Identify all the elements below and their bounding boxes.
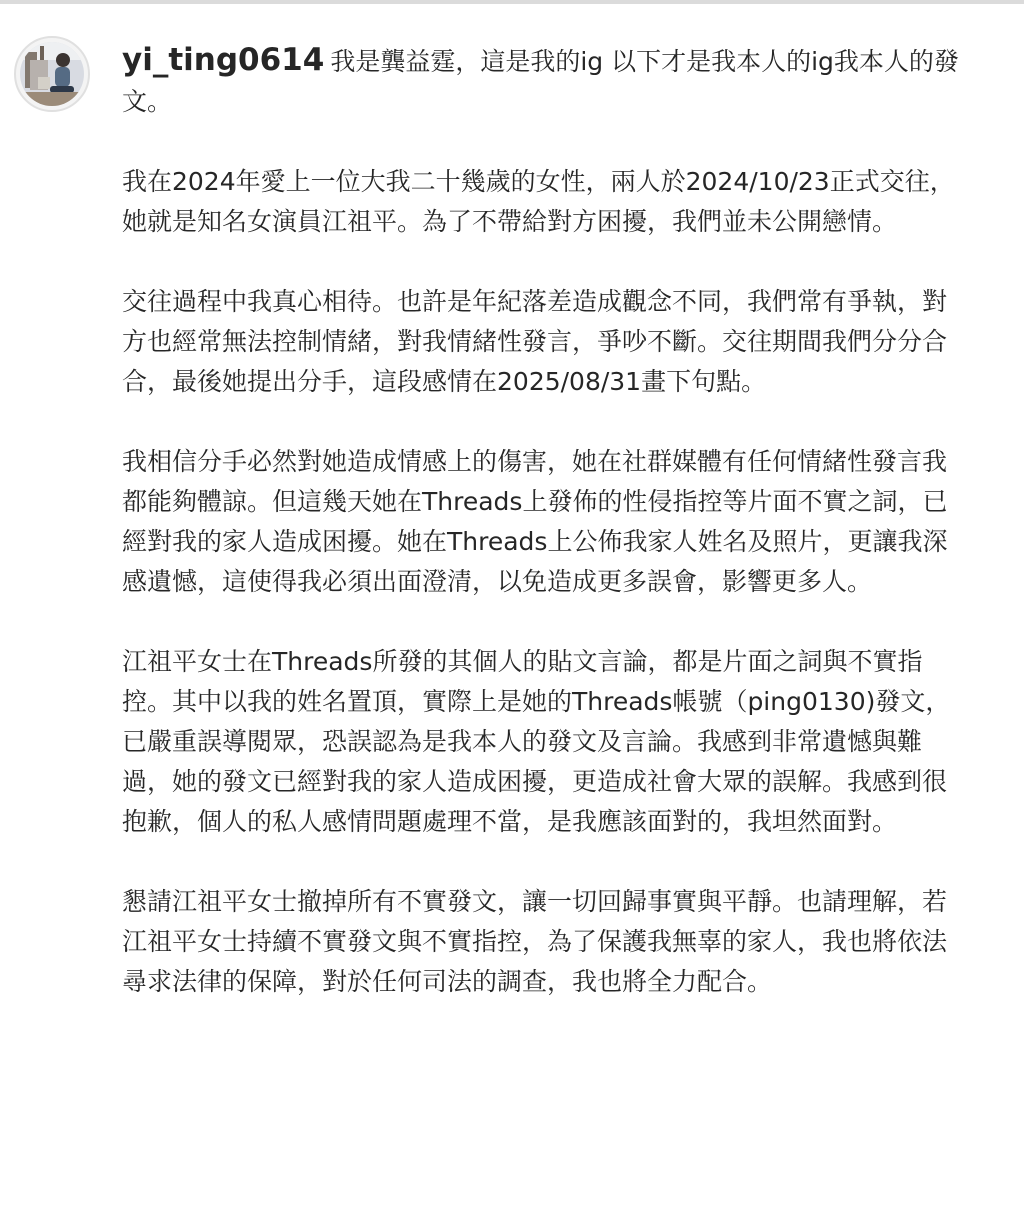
- caption-paragraph: 交往過程中我真心相待。也許是年紀落差造成觀念不同，我們常有爭執，對方也經常無法控制情緒，對我情緒性發言，爭吵不斷。交往期間我們分分合合，最後她提出分手，這段感情在2025/08/31畫下句點。: [122, 287, 948, 396]
- profile-avatar[interactable]: [14, 36, 90, 112]
- post-caption: [122, 40, 970, 1002]
- caption-paragraph: 我相信分手必然對她造成情感上的傷害，她在社群媒體有任何情緒性發言我都能夠體諒。但這幾天她在Threads上發佈的性侵指控等片面不實之詞，已經對我的家人造成困擾。她在Threads上公佈我家人姓名及照片，更讓我深感遺憾，這使得我必須出面澄清，以免造成更多誤會，影響更多人。: [122, 447, 948, 596]
- caption-intro-text: 我是龔益霆，這是我的ig 以下才是我本人的ig我本人的發文。: [122, 47, 959, 116]
- caption-paragraph: 我在2024年愛上一位大我二十幾歲的女性，兩人於2024/10/23正式交往，她就是知名女演員江祖平。為了不帶給對方困擾，我們並未公開戀情。: [122, 167, 955, 236]
- caption-intro-paragraph: [122, 40, 970, 122]
- profile-avatar-icon: [20, 42, 84, 106]
- caption-paragraph: 懇請江祖平女士撤掉所有不實發文，讓一切回歸事實與平靜。也請理解，若江祖平女士持續不實發文與不實指控，為了保護我無辜的家人，我也將依法尋求法律的保障，對於任何司法的調查，我也將全力配合。: [122, 887, 948, 996]
- caption-paragraph: 江祖平女士在Threads所發的其個人的貼文言論，都是片面之詞與不實指控。其中以我的姓名置頂，實際上是她的Threads帳號（ping0130)發文，已嚴重誤導閱眾，恐誤認為是我本人的發文及言論。我感到非常遺憾與難過，她的發文已經對我的家人造成困擾，更造成社會大眾的誤解。我感到很抱歉，個人的私人感情問題處理不當，是我應該面對的，我坦然面對。: [122, 647, 951, 836]
- username-link[interactable]: yi_ting0614: [122, 42, 325, 78]
